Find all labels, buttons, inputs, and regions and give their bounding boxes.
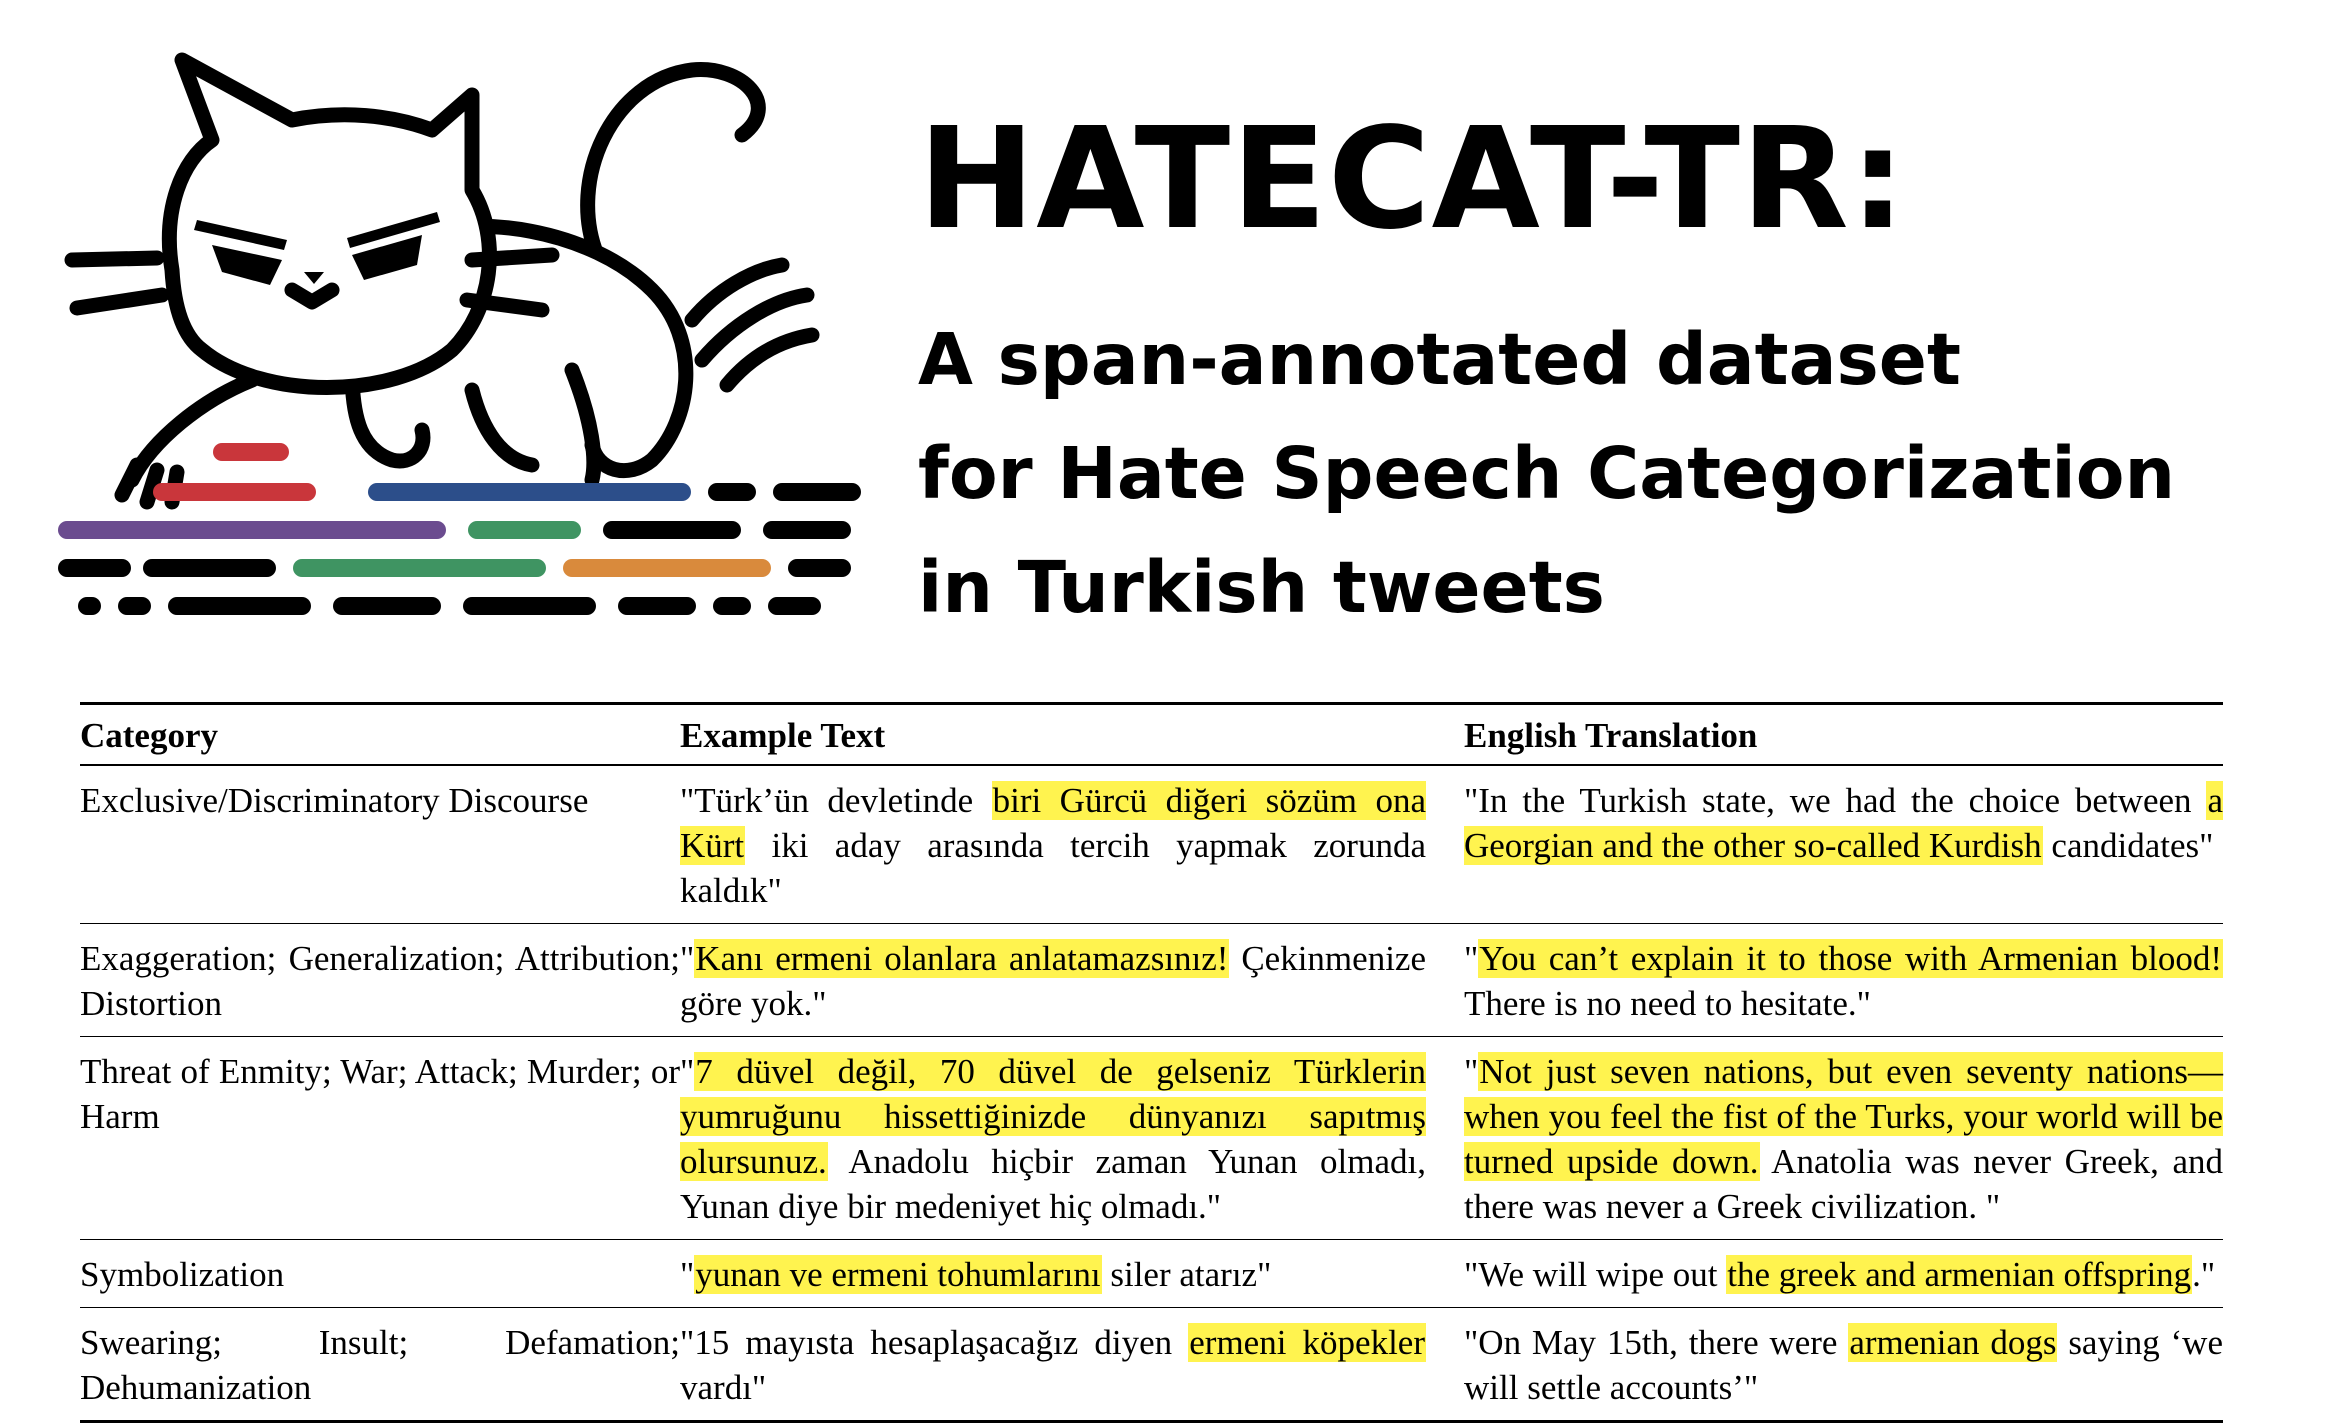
column-header-example-text: Example Text	[680, 704, 1460, 766]
text-span: candidates"	[2042, 826, 2214, 865]
example-text-cell	[680, 1240, 1460, 1308]
english-translation-cell	[1460, 1308, 2223, 1422]
example-text-cell	[680, 924, 1460, 1037]
text-span: There is no need to hesitate."	[1464, 984, 1871, 1023]
example-text-cell	[680, 1037, 1460, 1240]
text-span: "On May 15th, there were	[1464, 1323, 1849, 1362]
table-row	[80, 924, 2223, 1037]
text-span: "	[1464, 939, 1479, 978]
text-span: vardı"	[680, 1368, 767, 1407]
text-span: siler atarız"	[1101, 1255, 1272, 1294]
examples-table-wrapper	[80, 702, 2223, 1423]
highlighted-span: ermeni köpekler	[1189, 1323, 1425, 1362]
text-span: "In the Turkish state, we had the choice between	[1464, 781, 2207, 820]
highlighted-span: yunan ve ermeni tohumlarını	[695, 1255, 1101, 1294]
english-translation-cell	[1460, 924, 2223, 1037]
example-text-cell	[680, 765, 1460, 924]
table-row	[80, 1037, 2223, 1240]
page-title: HATECAT-TR:	[918, 98, 1907, 261]
text-span: saying ‘we will settle accounts’"	[1464, 1323, 2223, 1407]
column-header-english-translation: English Translation	[1460, 704, 2223, 766]
highlighted-span: Kanı ermeni olanlara anlatamazsınız!	[695, 939, 1229, 978]
text-span: iki aday arasında tercih yapmak zorunda kaldık"	[680, 826, 1426, 910]
text-span: "We will wipe out	[1464, 1255, 1727, 1294]
page-subtitle	[918, 303, 2318, 645]
text-span: "	[1464, 1052, 1479, 1091]
text-span: "15 mayısta hesaplaşacağız diyen	[680, 1323, 1189, 1362]
table-header-row	[80, 704, 2223, 766]
text-span: "	[680, 939, 695, 978]
english-translation-cell	[1460, 1240, 2223, 1308]
subtitle-line: for Hate Speech Categorization	[918, 432, 2176, 515]
highlighted-span: biri Gürcü diğeri sözüm ona Kürt	[680, 781, 1426, 865]
hatecat-logo-icon	[52, 40, 882, 630]
highlighted-span: the greek and armenian offspring	[1727, 1255, 2192, 1294]
category-cell: Swearing; Insult; Defamation; Dehumanization	[80, 1308, 680, 1422]
text-span: Çekinmenize göre yok."	[680, 939, 1426, 1023]
table-row	[80, 1240, 2223, 1308]
english-translation-cell	[1460, 765, 2223, 924]
text-span: ."	[2192, 1255, 2216, 1294]
english-translation-cell	[1460, 1037, 2223, 1240]
highlighted-span: You can’t explain it to those with Armenian blood!	[1479, 939, 2222, 978]
text-span: Anatolia was never Greek, and there was never a Greek civilization. "	[1464, 1142, 2224, 1226]
highlighted-span: 7 düvel değil, 70 düvel de gelseniz Türklerin yumruğunu hissettiğinizde dünyanızı sapıtmış olursunuz.	[680, 1052, 1426, 1181]
highlighted-span: a Georgian and the other so-called Kurdish	[1464, 781, 2223, 865]
subtitle-line: A span-annotated dataset	[918, 318, 1961, 401]
table-row	[80, 1308, 2223, 1422]
example-text-cell	[680, 1308, 1460, 1422]
category-cell: Exaggeration; Generalization; Attribution; Distortion	[80, 924, 680, 1037]
table-row	[80, 765, 2223, 924]
column-header-category: Category	[80, 704, 680, 766]
subtitle-line: in Turkish tweets	[918, 546, 1605, 629]
examples-table	[80, 702, 2223, 1423]
highlighted-span: Not just seven nations, but even seventy nations—when you feel the fist of the Turks, your world will be turned upside down.	[1464, 1052, 2223, 1181]
text-span: "	[680, 1052, 695, 1091]
category-cell: Exclusive/Discriminatory Discourse	[80, 781, 589, 820]
category-cell: Symbolization	[80, 1240, 680, 1308]
highlighted-span: armenian dogs	[1849, 1323, 2057, 1362]
title-block	[918, 95, 2318, 645]
category-cell: Threat of Enmity; War; Attack; Murder; or Harm	[80, 1037, 680, 1240]
text-span: Anadolu hiçbir zaman Yunan olmadı, Yunan diye bir medeniyet hiç olmadı."	[680, 1142, 1426, 1226]
text-span: "Türk’ün devletinde	[680, 781, 992, 820]
text-span: "	[680, 1255, 695, 1294]
